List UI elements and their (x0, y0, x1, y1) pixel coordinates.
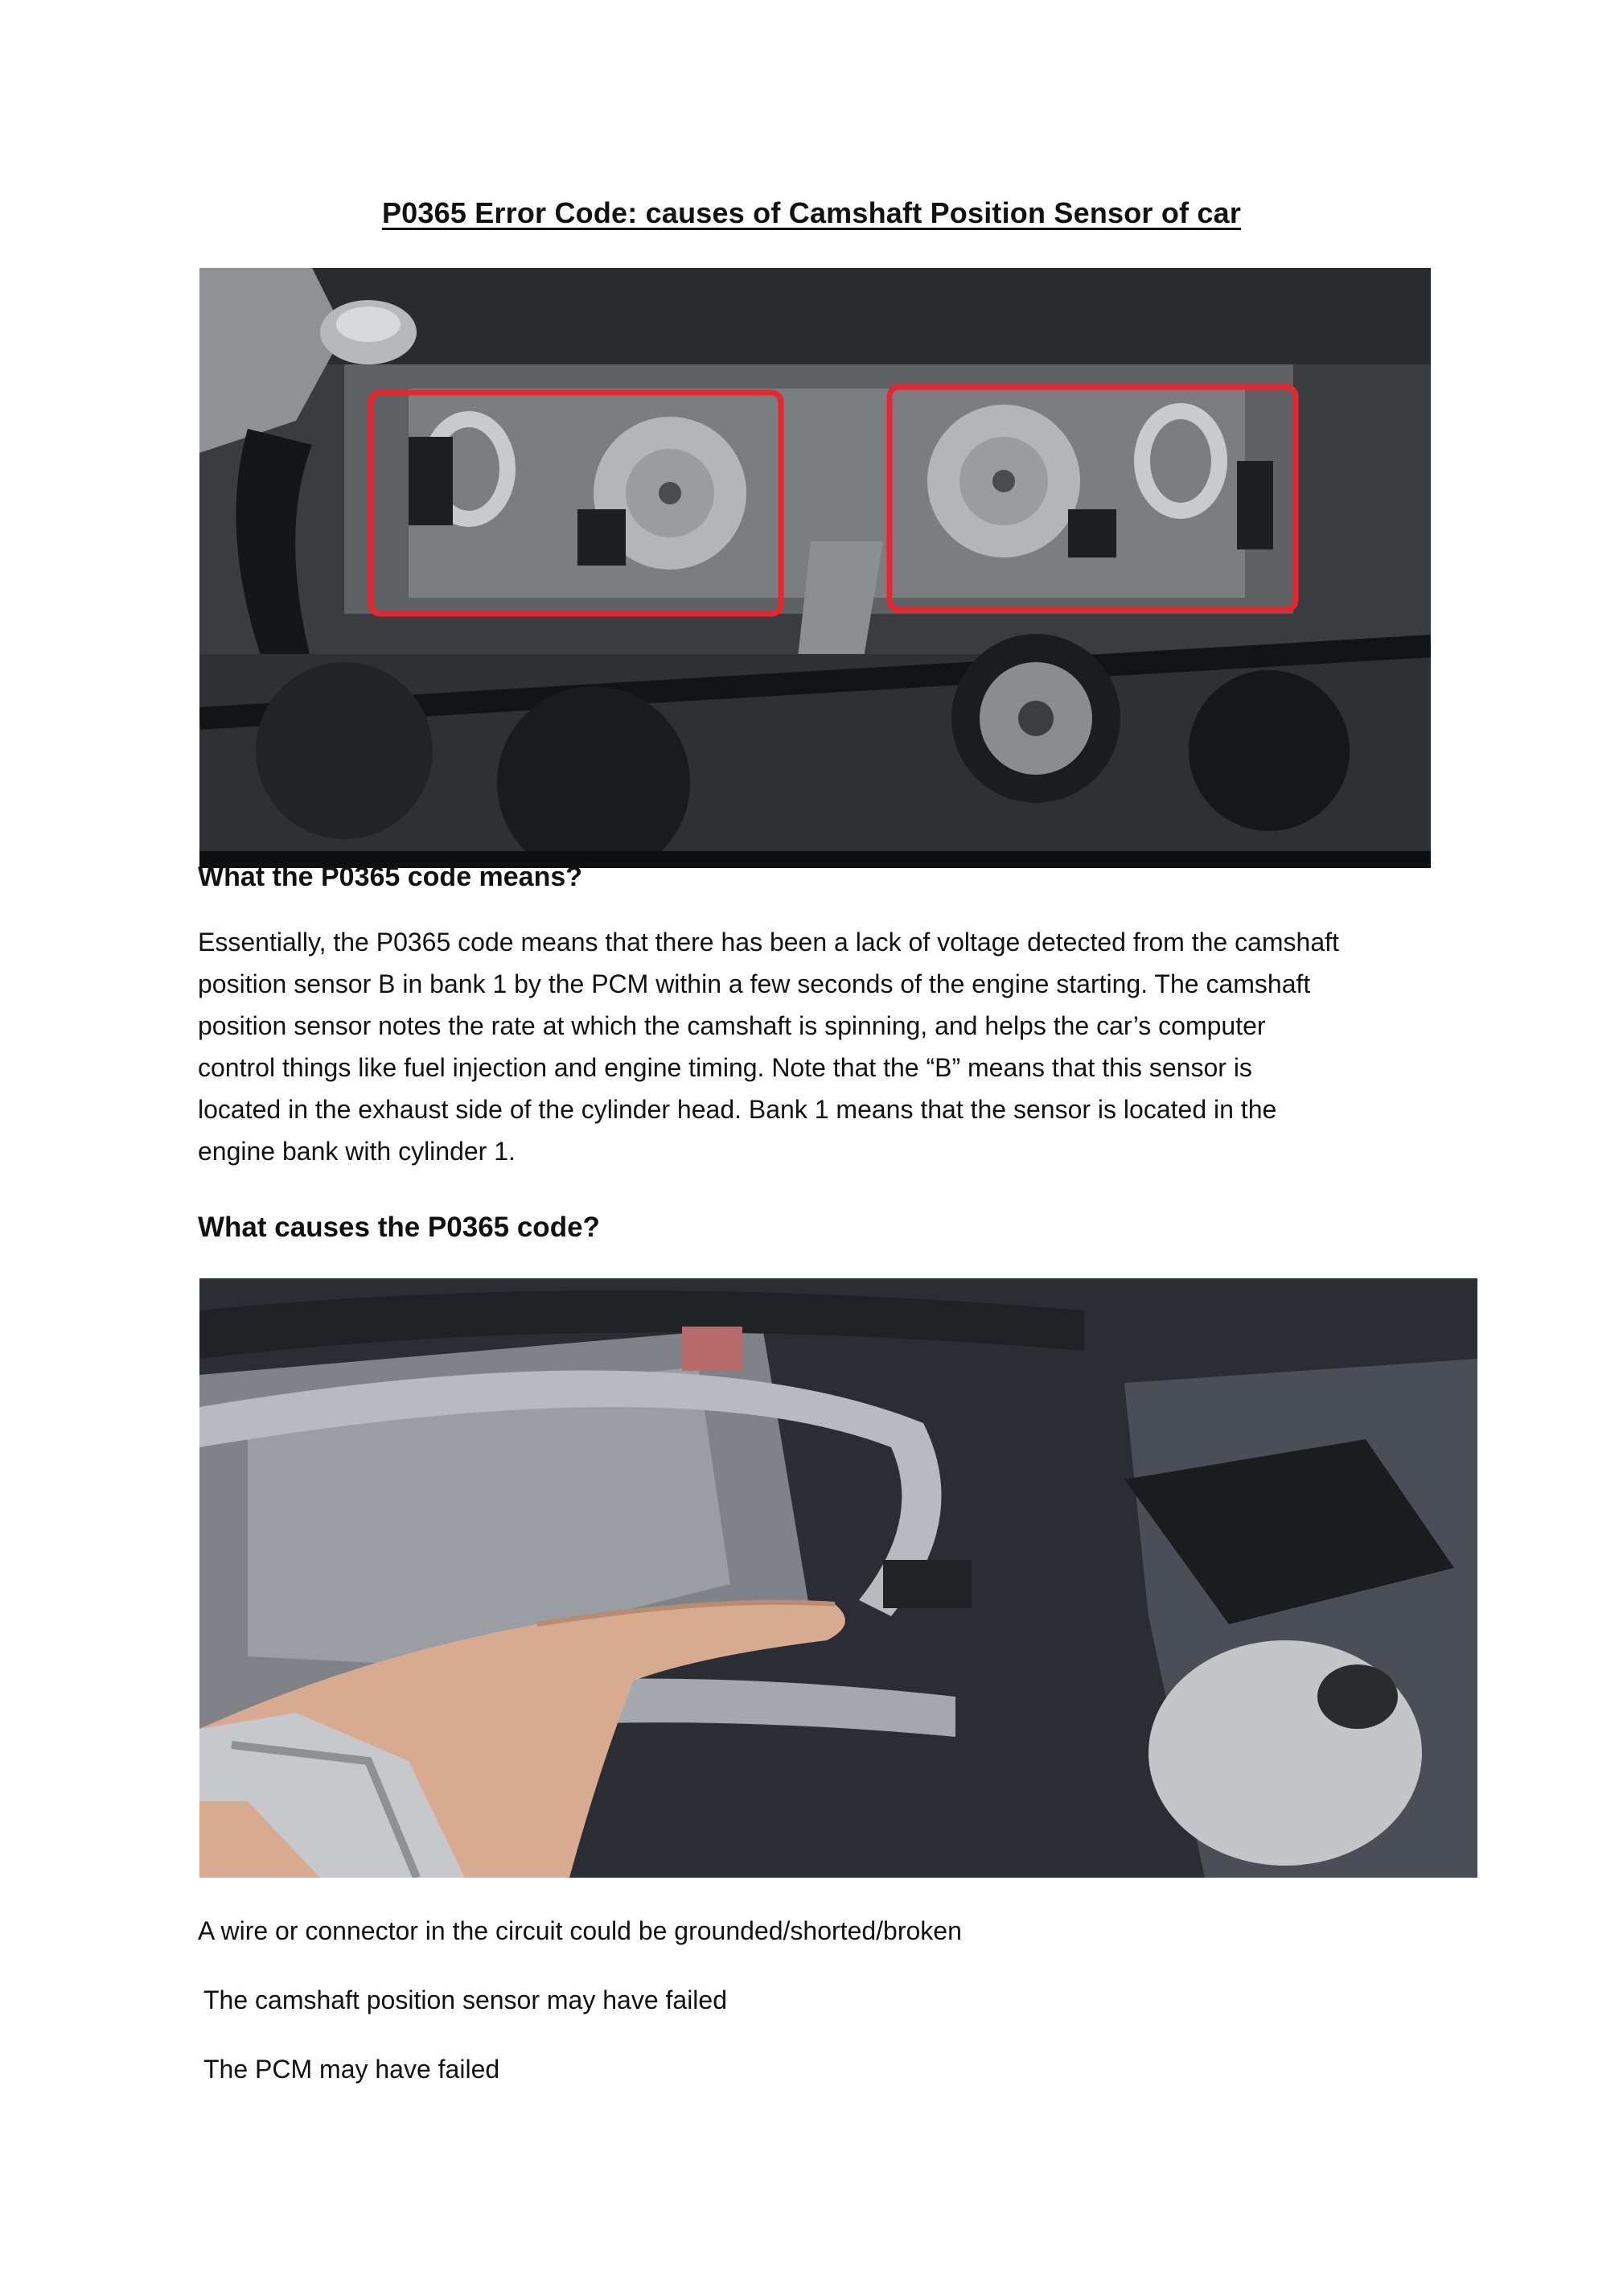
explanation-paragraph (198, 921, 1452, 1172)
paragraph-line: position sensor B in bank 1 by the PCM within a few seconds of the engine starting. The camshaft (198, 969, 1311, 998)
cause-item: The camshaft position sensor may have failed (203, 1985, 727, 2014)
cause-item: The PCM may have failed (203, 2055, 500, 2084)
paragraph-line: engine bank with cylinder 1. (198, 1137, 516, 1166)
paragraph-line: Essentially, the P0365 code means that there has been a lack of voltage detected from the camshaft (198, 928, 1339, 957)
engine-photo-hand-pointing (199, 1278, 1477, 1878)
engine-photo-camshaft-sensors (199, 268, 1431, 868)
paragraph-line: position sensor notes the rate at which the camshaft is spinning, and helps the car’s computer (198, 1011, 1266, 1040)
section-heading-causes: What causes the P0365 code? (198, 1212, 600, 1243)
document-title: P0365 Error Code: causes of Camshaft Position Sensor of car (381, 196, 1242, 229)
cause-item: A wire or connector in the circuit could be grounded/shorted/broken (198, 1916, 962, 1945)
paragraph-line: located in the exhaust side of the cylinder head. Bank 1 means that the sensor is located in the (198, 1095, 1277, 1124)
section-heading-code-meaning: What the P0365 code means? (198, 862, 583, 888)
paragraph-line: control things like fuel injection and engine timing. Note that the “B” means that this sensor is (198, 1053, 1252, 1082)
